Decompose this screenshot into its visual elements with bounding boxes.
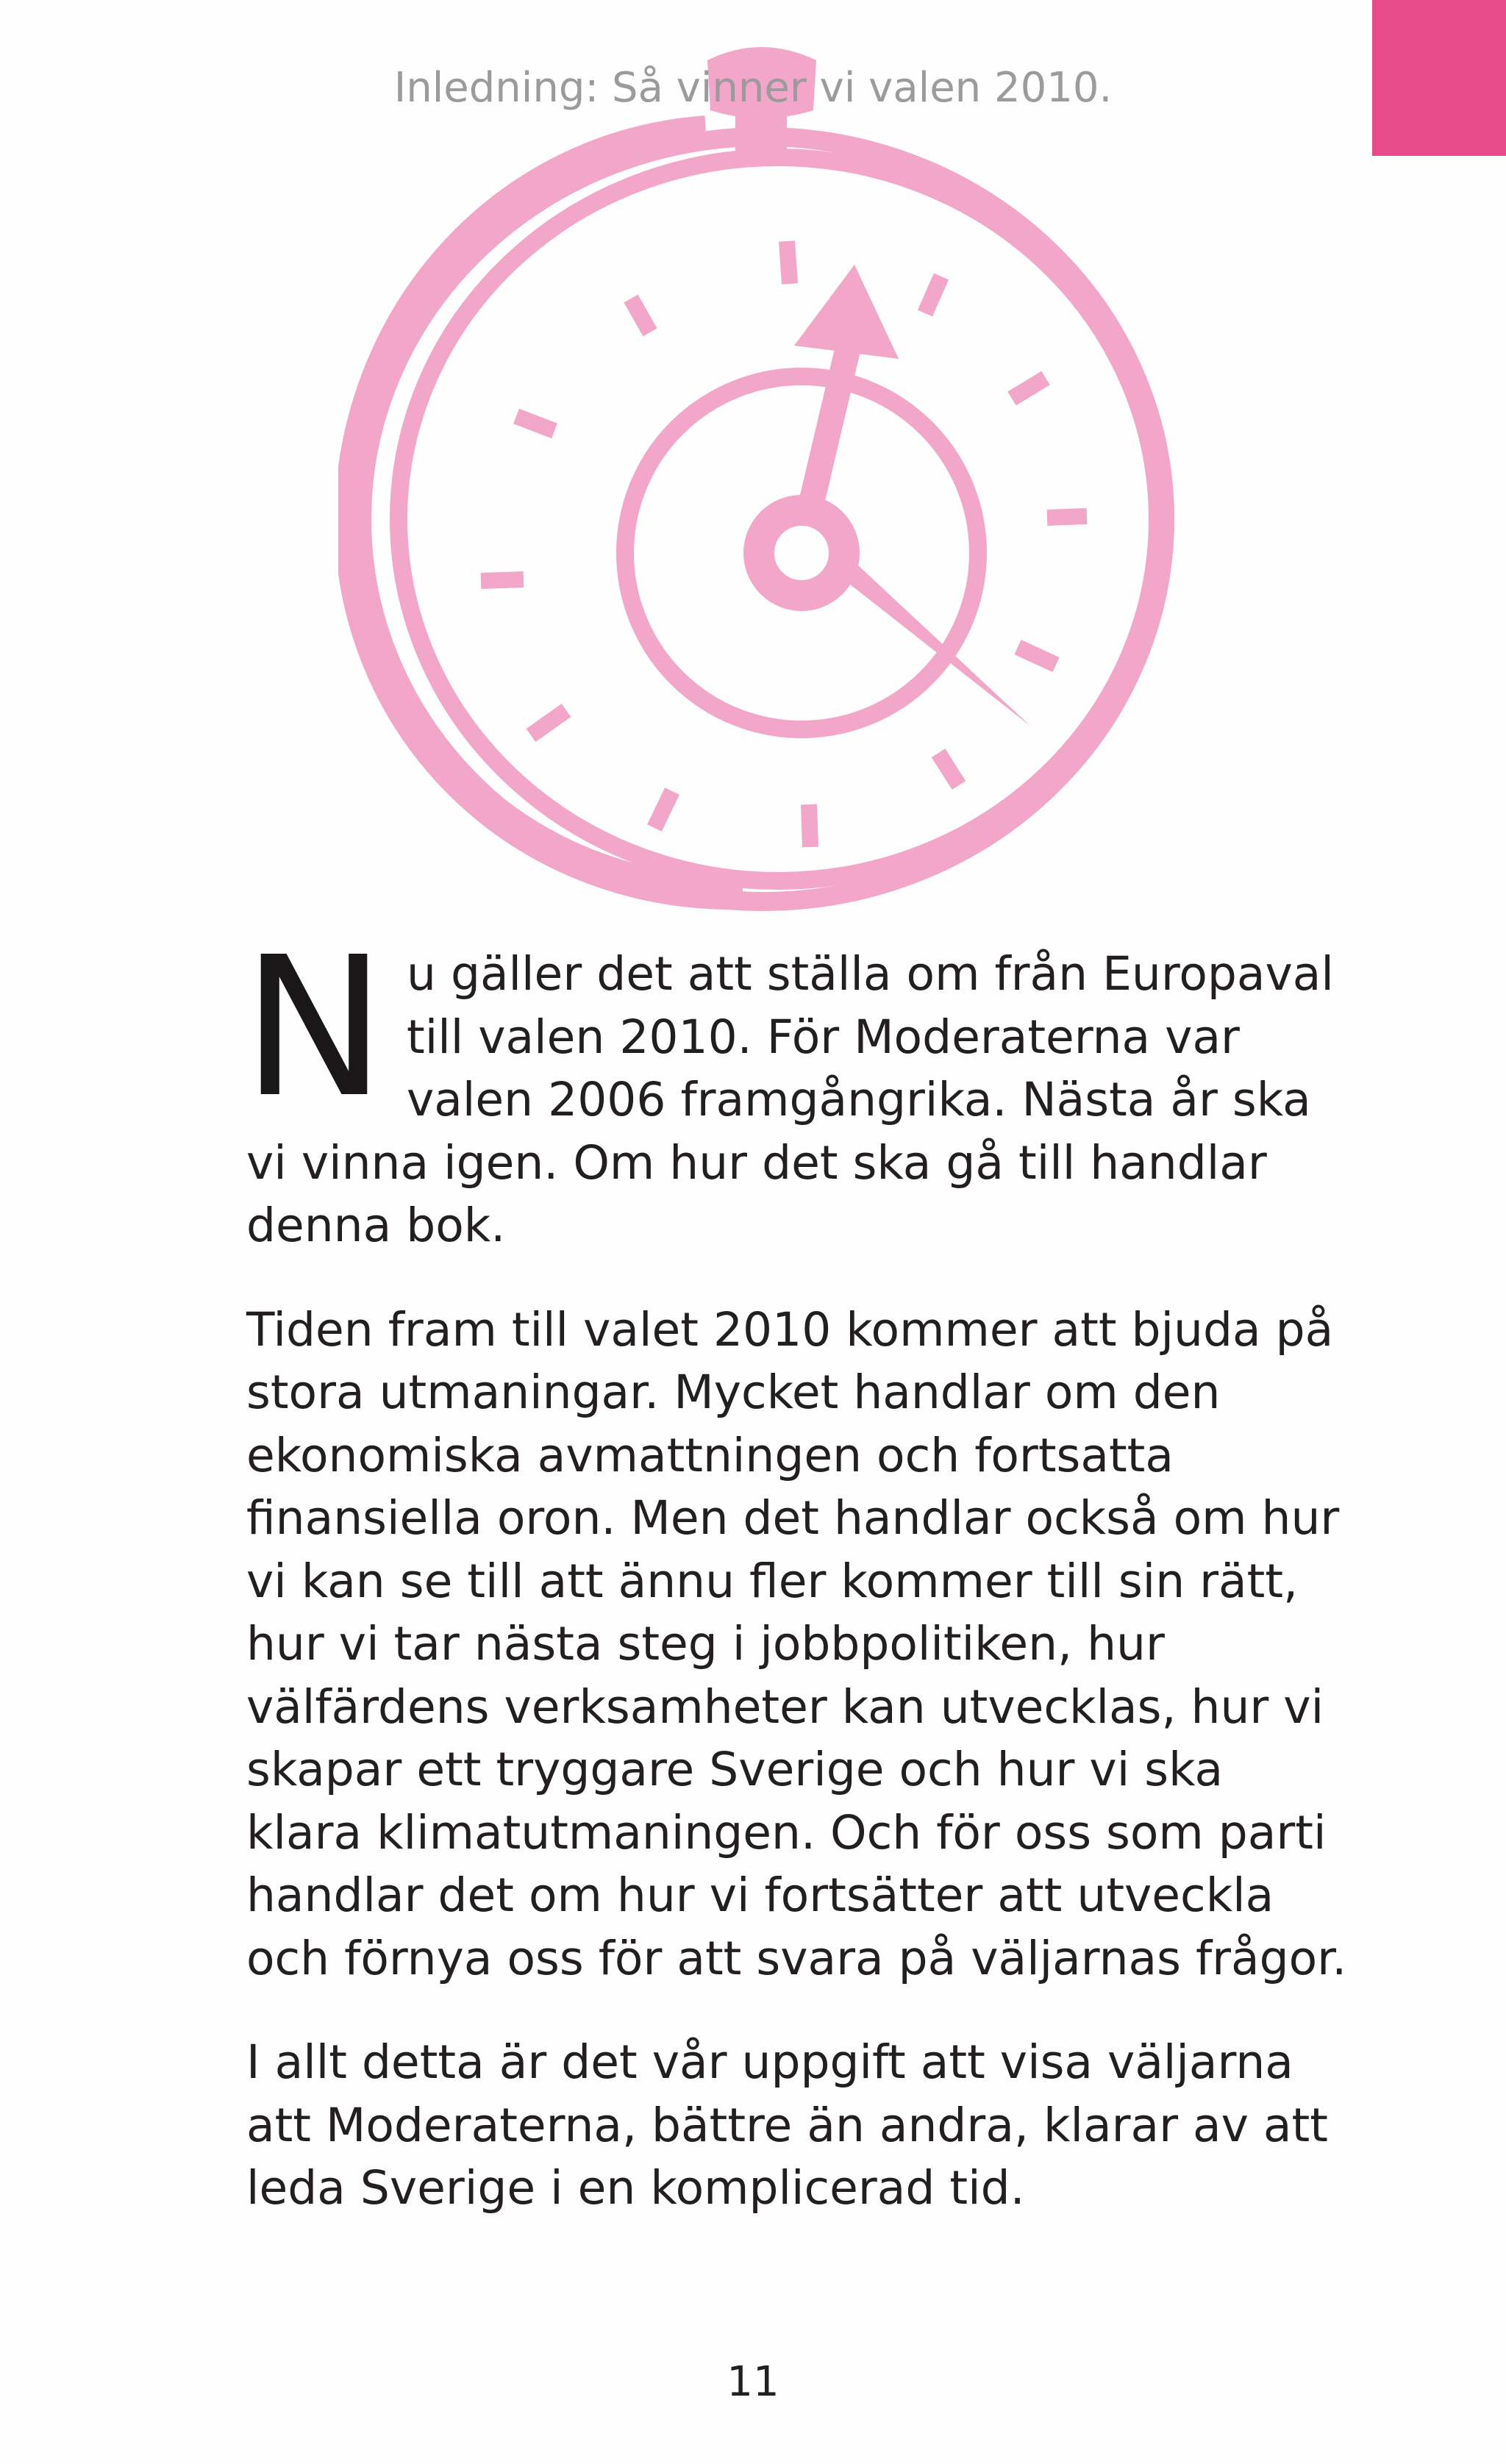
page-number: 11 [727, 2358, 779, 2406]
drop-cap: N [242, 915, 386, 1140]
opening-paragraph [242, 915, 1349, 1257]
paragraph-task: I allt detta är det vår uppgift att visa väljarna att Moderaterna, bättre än andra, klarar av att leda Sverige i en komplicerad tid. [246, 2035, 1328, 2215]
running-header: Inledning: Så vinner vi valen 2010. [393, 64, 1113, 112]
stopwatch-icon [338, 37, 1184, 912]
opening-paragraph-text: u gäller det att ställa om från Europaval till valen 2010. För Moderaterna var valen 2006 framgångrika. Nästa år ska vi vinna igen. Om hur det ska gå till handlar denna bok. [246, 947, 1334, 1252]
body-text [242, 915, 1349, 2261]
paragraph-challenges: Tiden fram till valet 2010 kommer att bjuda på stora utmaningar. Mycket handlar om den ekonomiska avmattningen och fortsatta finansiella oron. Men det handlar också om hur vi kan se till att ännu fler kommer till sin rätt, hur vi tar nästa steg i jobbpolitiken, hur välfärdens verksamheter kan utvecklas, hur vi skapar ett tryggare Sverige och hur vi ska klara klimatutmaningen. Och för oss som parti handlar det om hur vi fortsätter att utveckla och förnya oss för att svara på väljarnas frågor. [246, 1302, 1347, 1985]
